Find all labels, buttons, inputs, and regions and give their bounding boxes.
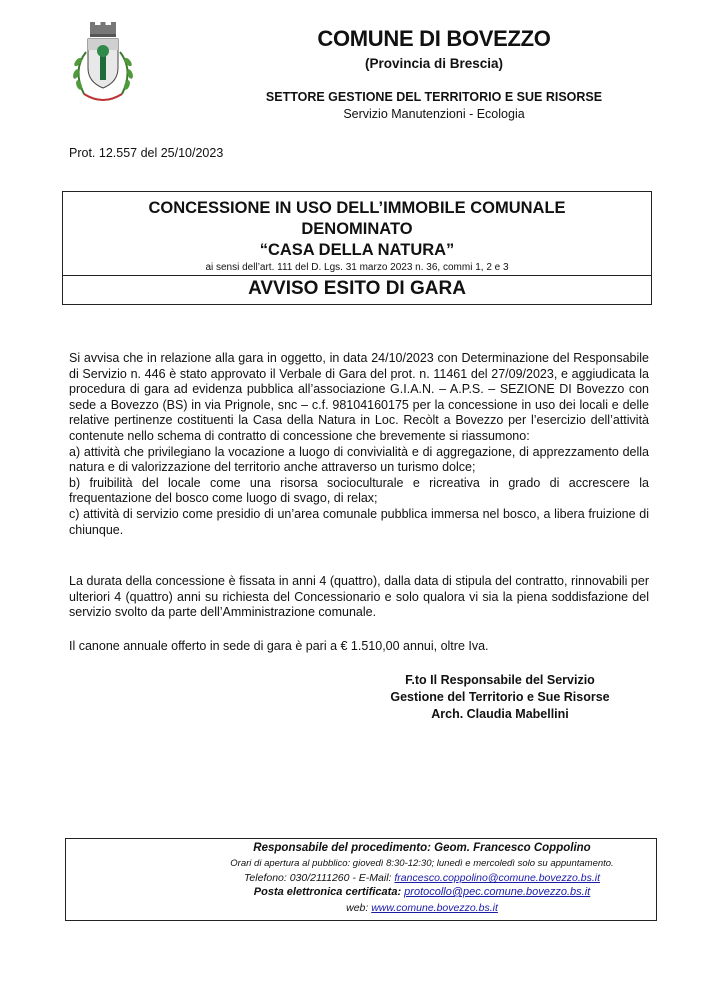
municipal-coat-of-arms-icon bbox=[66, 22, 140, 106]
province-name: (Provincia di Brescia) bbox=[364, 56, 504, 71]
activity-a: a) attività che privilegiano la vocazione a luogo di convivialità e di aggregazione, di apprezzamento della natura e di valorizzazione del territorio anche attraverso un turismo dolce; bbox=[69, 444, 649, 475]
activity-c: c) attività di servizio come presidio di un’area comunale pubblica immersa nel bosco, a libera fruizione di chiunque. bbox=[69, 506, 649, 537]
award-paragraph bbox=[69, 351, 649, 538]
service-name: Servizio Manutenzioni - Ecologia bbox=[343, 107, 525, 121]
department-name: SETTORE GESTIONE DEL TERRITORIO E SUE RISORSE bbox=[265, 90, 603, 104]
footer-pec-label: Posta elettronica certificata: bbox=[253, 886, 405, 898]
legal-reference: ai sensi dell’art. 111 del D. Lgs. 31 marzo 2023 n. 36, commi 1, 2 e 3 bbox=[205, 262, 509, 273]
duration-paragraph: La durata della concessione è fissata in anni 4 (quattro), dalla data di stipula del contratto, rinnovabili per ulteriori 4 (quattro) anni su richiesta del Concessionario e solo qualora vi sia la piena soddisfazione del servizio svolto da parte dell’Amministrazione comunale. bbox=[69, 574, 649, 620]
footer-pec bbox=[172, 886, 672, 898]
signature-name: Arch. Claudia Mabellini bbox=[431, 707, 569, 721]
footer-contacts bbox=[172, 872, 672, 884]
title-line-3: “CASA DELLA NATURA” bbox=[259, 241, 455, 259]
title-divider bbox=[63, 275, 651, 276]
footer-pec-link[interactable]: protocollo@pec.comune.bovezzo.bs.it bbox=[404, 886, 591, 898]
footer-web bbox=[172, 902, 672, 914]
award-intro: Si avvisa che in relazione alla gara in oggetto, in data 24/10/2023 con Determinazione del Responsabile di Servizio n. 446 è stato approvato il Verbale di Gara del prot. n. 11461 del 27/09/2023, e aggiudicata la procedura di gara ad evidenza pubblica all’associazione G.I.A.N. – A.P.S. – SEZIONE DI Bovezzo con sede a Bovezzo (BS) in via Prignole, snc – c.f. 98104160175 per la concessione in uso dei locali e delle relative pertinenze costituenti la Casa della Natura in Loc. Recòlt a Bovezzo per l’esercizio dell’attività contenute nello schema di contratto di concessione che brevemente si riassumono: bbox=[69, 351, 649, 443]
signature-block bbox=[350, 672, 650, 723]
footer-email-link[interactable]: francesco.coppolino@comune.bovezzo.bs.it bbox=[394, 872, 600, 884]
footer-responsible: Responsabile del procedimento: Geom. Francesco Coppolino bbox=[253, 842, 591, 854]
footer-phone-label: Telefono: 030/2111260 - E-Mail: bbox=[243, 872, 395, 884]
activity-b: b) fruibilità del locale come una risorsa socioculturale e ricreativa in grado di accrescere la frequentazione del bosco come luogo di svago, di relax; bbox=[69, 475, 649, 506]
footer-web-label: web: bbox=[346, 902, 372, 914]
footer-opening-hours: Orari di apertura al pubblico: giovedì 8:30-12:30; lunedì e mercoledì solo su appuntamento. bbox=[230, 858, 614, 869]
title-line-2: DENOMINATO bbox=[301, 220, 413, 238]
municipality-name: COMUNE DI BOVEZZO bbox=[317, 26, 551, 51]
signature-department: Gestione del Territorio e Sue Risorse bbox=[390, 690, 610, 704]
notice-title: AVVISO ESITO DI GARA bbox=[248, 278, 466, 299]
title-line-1: CONCESSIONE IN USO DELL’IMMOBILE COMUNALE bbox=[148, 199, 566, 217]
fee-paragraph: Il canone annuale offerto in sede di gara è pari a € 1.510,00 annui, oltre Iva. bbox=[69, 639, 489, 653]
signature-role: F.to Il Responsabile del Servizio bbox=[405, 673, 595, 687]
footer-web-link[interactable]: www.comune.bovezzo.bs.it bbox=[371, 902, 498, 914]
protocol-number: Prot. 12.557 del 25/10/2023 bbox=[69, 146, 224, 160]
title-box bbox=[62, 191, 652, 305]
